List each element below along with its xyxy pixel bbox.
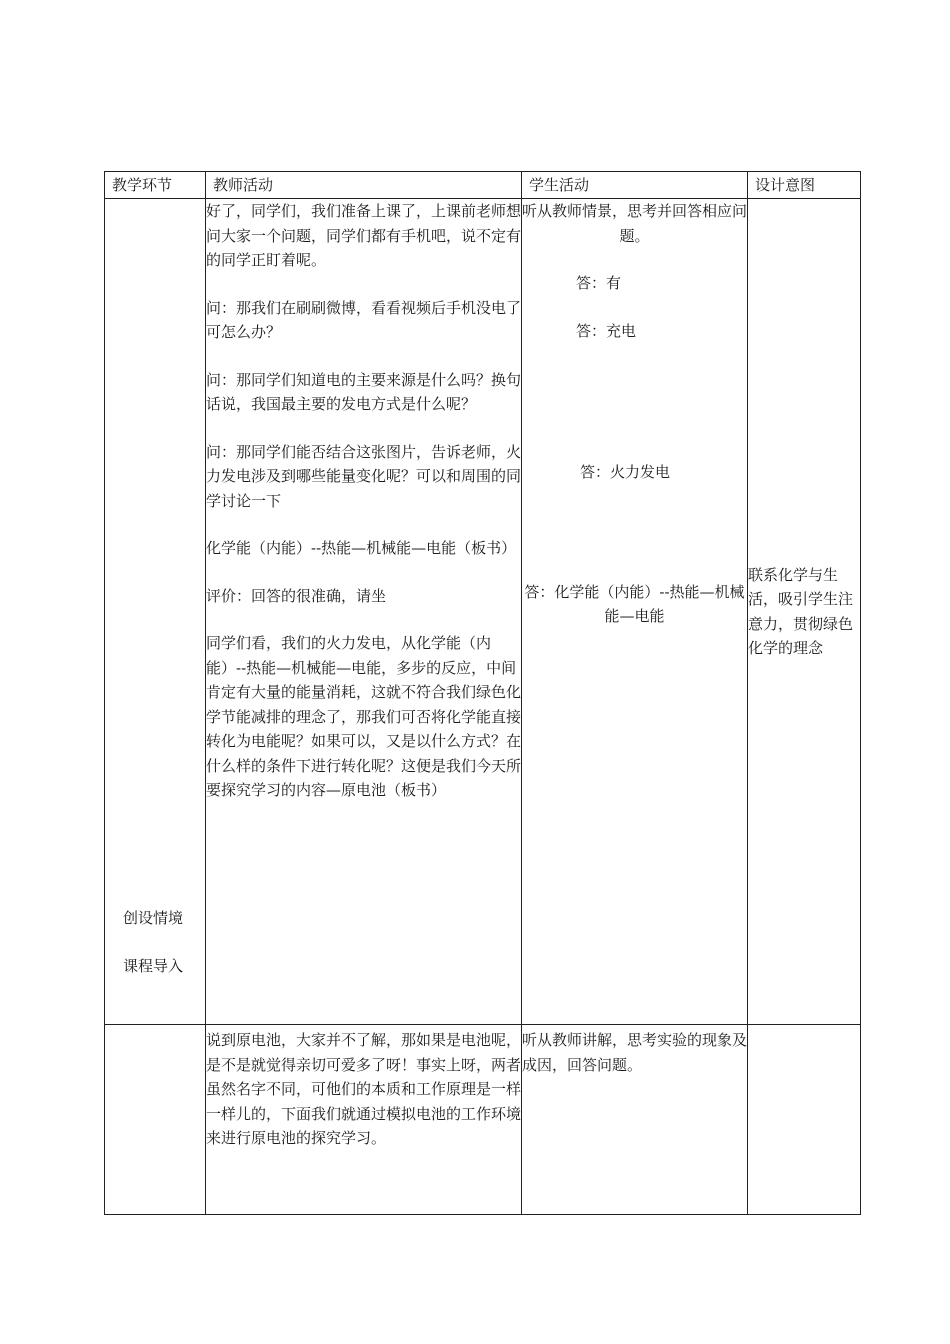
teacher-question: 问：那同学们能否结合这张图片，告诉老师，火力发电涉及到哪些能量变化呢？可以和周围的同学讨论一下 [206,442,522,510]
teacher-evaluation: 评价：回答的很准确，请坐 [206,586,387,605]
lesson-plan-table [104,171,861,1215]
student-answer: 答：化学能（内能）--热能—机械能—电能 [524,582,745,625]
stage-cell [105,199,206,1025]
stage-label-situation: 创设情境 [123,909,184,927]
header-stage: 教学环节 [105,172,206,199]
header-row [105,172,861,199]
stage-label-intro: 课程导入 [123,957,184,975]
table-row [105,199,861,1025]
teacher-question: 问：那我们在刷刷微博，看看视频后手机没电了可怎么办？ [206,298,522,341]
teacher-paragraph: 同学们看，我们的火力发电，从化学能（内能）--热能—机械能—电能，多步的反应，中间肯定有大量的能量消耗，这就不符合我们绿色化学节能减排的理念了，那我们可否将化学能直接转化为电能呢？如果可以，又是以什么方式？在什么样的条件下进行转化呢？这便是我们今天所要探究学习的内容—原电池（板书） [206,634,522,799]
header-student-activity: 学生活动 [522,172,748,199]
header-teacher-activity: 教师活动 [206,172,522,199]
teacher-board-note: 化学能（内能）--热能—机械能—电能（板书） [206,539,517,557]
teacher-activity-cell [206,199,522,1025]
student-response: 听从教师情景，思考并回答相应问题。 [522,202,748,245]
design-intent-cell [748,1025,861,1215]
student-answer: 答：有 [576,274,622,292]
teacher-paragraph: 好了，同学们，我们准备上课了，上课前老师想问大家一个问题，同学们都有手机吧，说不定有的同学正盯着呢。 [206,202,522,269]
header-design-intent: 设计意图 [748,172,861,199]
teacher-question: 问：那同学们知道电的主要来源是什么吗？换句话说，我国最主要的发电方式是什么呢？ [206,370,522,413]
student-activity-cell [522,199,748,1025]
student-answer: 答：充电 [576,321,637,340]
design-intent-cell: 联系化学与生活，吸引学生注意力，贯彻绿色化学的理念 [748,199,861,1025]
student-activity-cell [522,1025,748,1215]
stage-cell [105,1025,206,1215]
teacher-activity-cell [206,1025,522,1215]
table-row [105,1025,861,1215]
student-response: 听从教师讲解，思考实验的现象及成因，回答问题。 [522,1031,748,1074]
teacher-paragraph: 说到原电池，大家并不了解，那如果是电池呢，是不是就觉得亲切可爱多了呀！事实上呀，两者虽然名字不同，可他们的本质和工作原理是一样一样儿的，下面我们就通过模拟电池的工作环境来进行原电池的探究学习。 [206,1031,522,1147]
student-answer: 答：火力发电 [580,463,671,481]
